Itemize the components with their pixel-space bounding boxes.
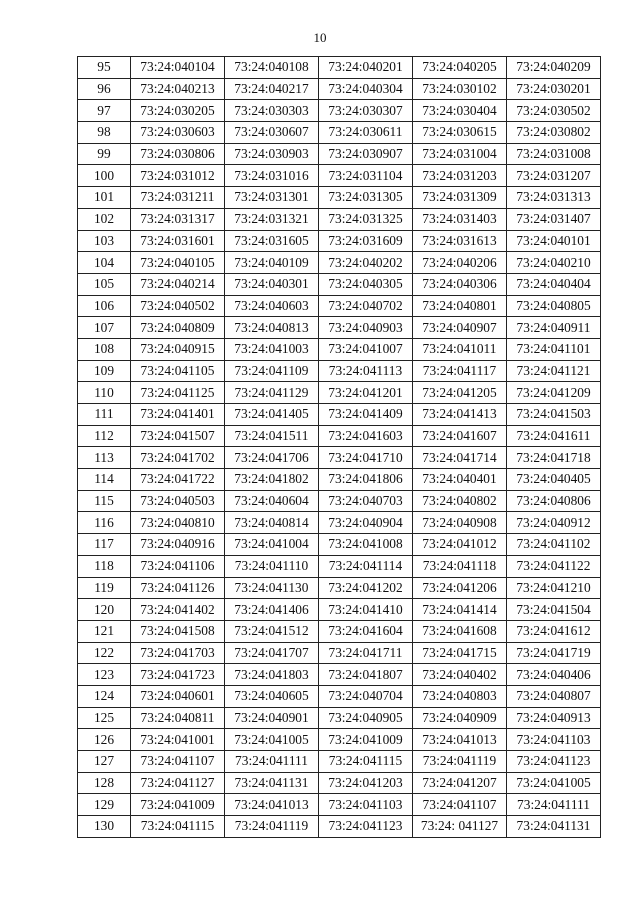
cadastral-code-cell: 73:24:031305 <box>319 187 413 209</box>
cadastral-code-cell: 73:24:040903 <box>319 317 413 339</box>
cadastral-code-cell: 73:24:031407 <box>507 208 601 230</box>
cadastral-code-cell: 73:24:041707 <box>225 642 319 664</box>
table-row <box>78 252 601 274</box>
cadastral-code-cell: 73:24:041714 <box>413 447 507 469</box>
cadastral-code-cell: 73:24:040603 <box>225 295 319 317</box>
cadastral-code-cell: 73:24:041013 <box>413 729 507 751</box>
cadastral-code-cell: 73:24:041405 <box>225 404 319 426</box>
cadastral-code-cell: 73:24:041803 <box>225 664 319 686</box>
cadastral-code-cell: 73:24:041101 <box>507 338 601 360</box>
cadastral-code-cell: 73:24:040702 <box>319 295 413 317</box>
cadastral-code-cell: 73:24:041131 <box>225 772 319 794</box>
cadastral-code-cell: 73:24:031203 <box>413 165 507 187</box>
cadastral-code-cell: 73:24:041603 <box>319 425 413 447</box>
cadastral-code-cell: 73:24:031207 <box>507 165 601 187</box>
cadastral-code-cell: 73:24:041013 <box>225 794 319 816</box>
cadastral-code-cell: 73:24:041118 <box>413 555 507 577</box>
cadastral-code-cell: 73:24:040601 <box>131 685 225 707</box>
cadastral-code-cell: 73:24:040202 <box>319 252 413 274</box>
row-number-cell: 110 <box>78 382 131 404</box>
cadastral-code-cell: 73:24:040605 <box>225 685 319 707</box>
table-row <box>78 685 601 707</box>
table-row <box>78 404 601 426</box>
row-number-cell: 123 <box>78 664 131 686</box>
row-number-cell: 115 <box>78 490 131 512</box>
cadastral-code-cell: 73:24:031609 <box>319 230 413 252</box>
cadastral-code-cell: 73:24:040802 <box>413 490 507 512</box>
cadastral-code-cell: 73:24:040901 <box>225 707 319 729</box>
row-number-cell: 107 <box>78 317 131 339</box>
cadastral-code-cell: 73:24:041706 <box>225 447 319 469</box>
cadastral-code-cell: 73:24:041402 <box>131 599 225 621</box>
cadastral-code-cell: 73:24:040206 <box>413 252 507 274</box>
cadastral-code-cell: 73:24:041611 <box>507 425 601 447</box>
row-number-cell: 119 <box>78 577 131 599</box>
row-number-cell: 120 <box>78 599 131 621</box>
cadastral-code-cell: 73:24:040406 <box>507 664 601 686</box>
cadastral-code-cell: 73:24:040915 <box>131 338 225 360</box>
cadastral-code-cell: 73:24:041703 <box>131 642 225 664</box>
row-number-cell: 127 <box>78 751 131 773</box>
row-number-cell: 125 <box>78 707 131 729</box>
cadastral-code-cell: 73:24:040806 <box>507 490 601 512</box>
cadastral-code-cell: 73:24:041123 <box>319 816 413 838</box>
cadastral-code-cell: 73:24:040810 <box>131 512 225 534</box>
cadastral-code-cell: 73:24:040908 <box>413 512 507 534</box>
cadastral-code-cell: 73:24:041103 <box>507 729 601 751</box>
row-number-cell: 102 <box>78 208 131 230</box>
cadastral-code-cell: 73:24:041511 <box>225 425 319 447</box>
cadastral-code-cell: 73:24:030205 <box>131 100 225 122</box>
cadastral-code-cell: 73:24:041206 <box>413 577 507 599</box>
cadastral-code-cell: 73:24:041119 <box>413 751 507 773</box>
cadastral-code-cell: 73:24:040909 <box>413 707 507 729</box>
cadastral-code-cell: 73:24:041115 <box>319 751 413 773</box>
cadastral-code-cell: 73:24:041103 <box>319 794 413 816</box>
row-number-cell: 108 <box>78 338 131 360</box>
cadastral-code-cell: 73:24:040905 <box>319 707 413 729</box>
table-row <box>78 78 601 100</box>
cadastral-code-cell: 73:24:031211 <box>131 187 225 209</box>
cadastral-code-cell: 73:24:040109 <box>225 252 319 274</box>
table-row <box>78 360 601 382</box>
cadastral-code-cell: 73:24:040402 <box>413 664 507 686</box>
cadastral-code-cell: 73:24:031403 <box>413 208 507 230</box>
cadastral-code-cell: 73:24:041718 <box>507 447 601 469</box>
cadastral-code-cell: 73:24:040907 <box>413 317 507 339</box>
cadastral-code-cell: 73:24:041512 <box>225 620 319 642</box>
cadastral-code-cell: 73:24:041414 <box>413 599 507 621</box>
cadastral-code-cell: 73:24:040108 <box>225 57 319 79</box>
cadastral-code-cell: 73:24:041005 <box>225 729 319 751</box>
cadastral-code-cell: 73:24:041131 <box>507 816 601 838</box>
table-row <box>78 469 601 491</box>
cadastral-code-cell: 73:24:031004 <box>413 143 507 165</box>
cadastral-code-cell: 73:24:030903 <box>225 143 319 165</box>
cadastral-code-cell: 73:24:041207 <box>413 772 507 794</box>
cadastral-code-cell: 73:24:041201 <box>319 382 413 404</box>
cadastral-code-cell: 73:24:041122 <box>507 555 601 577</box>
cadastral-code-cell: 73:24:040306 <box>413 273 507 295</box>
cadastral-code-cell: 73:24:040104 <box>131 57 225 79</box>
cadastral-code-cell: 73:24:041009 <box>131 794 225 816</box>
cadastral-code-cell: 73:24:041117 <box>413 360 507 382</box>
row-number-cell: 95 <box>78 57 131 79</box>
cadastral-code-cell: 73:24:030806 <box>131 143 225 165</box>
row-number-cell: 124 <box>78 685 131 707</box>
cadastral-code-cell: 73:24:041205 <box>413 382 507 404</box>
row-number-cell: 103 <box>78 230 131 252</box>
cadastral-code-cell: 73:24:031104 <box>319 165 413 187</box>
cadastral-code-cell: 73:24:031301 <box>225 187 319 209</box>
cadastral-code-cell: 73:24:041003 <box>225 338 319 360</box>
row-number-cell: 98 <box>78 122 131 144</box>
table-row <box>78 707 601 729</box>
cadastral-code-cell: 73:24:040911 <box>507 317 601 339</box>
cadastral-code-cell: 73:24:041105 <box>131 360 225 382</box>
cadastral-code-cell: 73:24:041210 <box>507 577 601 599</box>
cadastral-code-cell: 73:24:031012 <box>131 165 225 187</box>
cadastral-code-cell: 73:24:041806 <box>319 469 413 491</box>
cadastral-code-cell: 73:24:030404 <box>413 100 507 122</box>
cadastral-code-cell: 73:24:041114 <box>319 555 413 577</box>
cadastral-code-cell: 73:24:041115 <box>131 816 225 838</box>
cadastral-code-cell: 73:24:040801 <box>413 295 507 317</box>
cadastral-code-cell: 73:24:030102 <box>413 78 507 100</box>
cadastral-code-cell: 73:24:031309 <box>413 187 507 209</box>
cadastral-code-cell: 73:24:041409 <box>319 404 413 426</box>
row-number-cell: 118 <box>78 555 131 577</box>
cadastral-code-cell: 73:24:040703 <box>319 490 413 512</box>
cadastral-code-cell: 73:24:040101 <box>507 230 601 252</box>
table-row <box>78 338 601 360</box>
cadastral-code-cell: 73:24:030307 <box>319 100 413 122</box>
table-row <box>78 512 601 534</box>
table-row <box>78 165 601 187</box>
cadastral-code-cell: 73:24:041130 <box>225 577 319 599</box>
cadastral-code-cell: 73:24:041410 <box>319 599 413 621</box>
table-row <box>78 447 601 469</box>
cadastral-code-cell: 73:24:040304 <box>319 78 413 100</box>
cadastral-code-cell: 73:24:040916 <box>131 534 225 556</box>
cadastral-code-cell: 73:24:040205 <box>413 57 507 79</box>
row-number-cell: 100 <box>78 165 131 187</box>
cadastral-code-cell: 73:24:041702 <box>131 447 225 469</box>
cadastral-code-cell: 73:24:041110 <box>225 555 319 577</box>
cadastral-code-cell: 73:24:041111 <box>225 751 319 773</box>
cadastral-code-cell: 73:24:041807 <box>319 664 413 686</box>
cadastral-code-cell: 73:24:031016 <box>225 165 319 187</box>
row-number-cell: 126 <box>78 729 131 751</box>
cadastral-code-cell: 73:24:040405 <box>507 469 601 491</box>
cadastral-code-cell: 73:24:031321 <box>225 208 319 230</box>
cadastral-code-cell: 73:24:041722 <box>131 469 225 491</box>
table-row <box>78 816 601 838</box>
table-row <box>78 555 601 577</box>
cadastral-code-cell: 73:24:040213 <box>131 78 225 100</box>
cadastral-code-cell: 73:24:040913 <box>507 707 601 729</box>
cadastral-code-cell: 73:24:041005 <box>507 772 601 794</box>
cadastral-code-cell: 73:24:041413 <box>413 404 507 426</box>
cadastral-code-cell: 73:24:041011 <box>413 338 507 360</box>
table-row <box>78 577 601 599</box>
cadastral-code-cell: 73:24:040912 <box>507 512 601 534</box>
cadastral-code-cell: 73:24:041106 <box>131 555 225 577</box>
row-number-cell: 104 <box>78 252 131 274</box>
cadastral-code-cell: 73:24:041107 <box>413 794 507 816</box>
cadastral-code-cell: 73:24:041209 <box>507 382 601 404</box>
cadastral-code-cell: 73:24:040404 <box>507 273 601 295</box>
cadastral-code-cell: 73:24:030603 <box>131 122 225 144</box>
cadastral-code-cell: 73:24:040301 <box>225 273 319 295</box>
row-number-cell: 106 <box>78 295 131 317</box>
cadastral-code-cell: 73:24:031313 <box>507 187 601 209</box>
row-number-cell: 116 <box>78 512 131 534</box>
cadastral-code-cell: 73:24:041612 <box>507 620 601 642</box>
cadastral-code-cell: 73:24:041203 <box>319 772 413 794</box>
cadastral-code-cell: 73:24:041004 <box>225 534 319 556</box>
page-number: 10 <box>313 30 327 45</box>
cadastral-code-cell: 73:24:040904 <box>319 512 413 534</box>
cadastral-code-cell: 73:24:041001 <box>131 729 225 751</box>
cadastral-code-cell: 73:24:041125 <box>131 382 225 404</box>
row-number-cell: 117 <box>78 534 131 556</box>
table-row <box>78 122 601 144</box>
table-row <box>78 642 601 664</box>
row-number-cell: 113 <box>78 447 131 469</box>
cadastral-code-cell: 73:24:041504 <box>507 599 601 621</box>
cadastral-code-cell: 73:24:041723 <box>131 664 225 686</box>
cadastral-code-cell: 73:24: 041127 <box>413 816 507 838</box>
cadastral-code-cell: 73:24:030615 <box>413 122 507 144</box>
cadastral-code-cell: 73:24:030502 <box>507 100 601 122</box>
table-row <box>78 729 601 751</box>
table-row <box>78 382 601 404</box>
row-number-cell: 105 <box>78 273 131 295</box>
cadastral-code-cell: 73:24:041012 <box>413 534 507 556</box>
cadastral-code-cell: 73:24:041113 <box>319 360 413 382</box>
row-number-cell: 101 <box>78 187 131 209</box>
row-number-cell: 97 <box>78 100 131 122</box>
cadastral-code-cell: 73:24:041802 <box>225 469 319 491</box>
table-row <box>78 534 601 556</box>
table-body <box>78 57 601 838</box>
cadastral-code-cell: 73:24:040502 <box>131 295 225 317</box>
cadastral-code-cell: 73:24:041111 <box>507 794 601 816</box>
table-row <box>78 57 601 79</box>
table-row <box>78 317 601 339</box>
table-row <box>78 664 601 686</box>
cadastral-code-cell: 73:24:041604 <box>319 620 413 642</box>
row-number-cell: 99 <box>78 143 131 165</box>
row-number-cell: 96 <box>78 78 131 100</box>
cadastral-code-cell: 73:24:040803 <box>413 685 507 707</box>
cadastral-code-cell: 73:24:040201 <box>319 57 413 79</box>
cadastral-code-cell: 73:24:040105 <box>131 252 225 274</box>
cadastral-code-cell: 73:24:030607 <box>225 122 319 144</box>
table-row <box>78 100 601 122</box>
table-row <box>78 230 601 252</box>
row-number-cell: 122 <box>78 642 131 664</box>
cadastral-code-cell: 73:24:041401 <box>131 404 225 426</box>
table-row <box>78 273 601 295</box>
cadastral-code-cell: 73:24:041503 <box>507 404 601 426</box>
cadastral-code-cell: 73:24:040209 <box>507 57 601 79</box>
row-number-cell: 121 <box>78 620 131 642</box>
cadastral-code-cell: 73:24:041119 <box>225 816 319 838</box>
cadastral-code-cell: 73:24:041008 <box>319 534 413 556</box>
cadastral-code-cell: 73:24:040814 <box>225 512 319 534</box>
cadastral-code-cell: 73:24:031613 <box>413 230 507 252</box>
row-number-cell: 114 <box>78 469 131 491</box>
cadastral-code-cell: 73:24:041121 <box>507 360 601 382</box>
cadastral-code-cell: 73:24:040809 <box>131 317 225 339</box>
cadastral-code-cell: 73:24:031008 <box>507 143 601 165</box>
table-row <box>78 187 601 209</box>
cadastral-code-cell: 73:24:040805 <box>507 295 601 317</box>
cadastral-code-cell: 73:24:041719 <box>507 642 601 664</box>
cadastral-code-cell: 73:24:030303 <box>225 100 319 122</box>
cadastral-code-cell: 73:24:040807 <box>507 685 601 707</box>
row-number-cell: 128 <box>78 772 131 794</box>
cadastral-code-cell: 73:24:041608 <box>413 620 507 642</box>
cadastral-code-cell: 73:24:040401 <box>413 469 507 491</box>
cadastral-code-cell: 73:24:041607 <box>413 425 507 447</box>
cadastral-code-cell: 73:24:031325 <box>319 208 413 230</box>
cadastral-code-cell: 73:24:040503 <box>131 490 225 512</box>
cadastral-code-cell: 73:24:040217 <box>225 78 319 100</box>
cadastral-code-cell: 73:24:041126 <box>131 577 225 599</box>
cadastral-code-cell: 73:24:041508 <box>131 620 225 642</box>
table-row <box>78 751 601 773</box>
cadastral-code-cell: 73:24:041711 <box>319 642 413 664</box>
cadastral-code-cell: 73:24:031601 <box>131 230 225 252</box>
cadastral-code-cell: 73:24:040214 <box>131 273 225 295</box>
table-row <box>78 599 601 621</box>
cadastral-code-cell: 73:24:041127 <box>131 772 225 794</box>
cadastral-code-cell: 73:24:041123 <box>507 751 601 773</box>
cadastral-code-cell: 73:24:030907 <box>319 143 413 165</box>
cadastral-code-cell: 73:24:040811 <box>131 707 225 729</box>
cadastral-code-cell: 73:24:041406 <box>225 599 319 621</box>
cadastral-code-cell: 73:24:040210 <box>507 252 601 274</box>
cadastral-code-cell: 73:24:030802 <box>507 122 601 144</box>
cadastral-code-cell: 73:24:030611 <box>319 122 413 144</box>
table-row <box>78 295 601 317</box>
row-number-cell: 111 <box>78 404 131 426</box>
cadastral-code-cell: 73:24:041007 <box>319 338 413 360</box>
cadastral-code-cell: 73:24:040704 <box>319 685 413 707</box>
cadastral-code-cell: 73:24:041715 <box>413 642 507 664</box>
table-row <box>78 143 601 165</box>
cadastral-code-cell: 73:24:041710 <box>319 447 413 469</box>
cadastral-code-cell: 73:24:040305 <box>319 273 413 295</box>
cadastral-code-cell: 73:24:031317 <box>131 208 225 230</box>
cadastral-code-cell: 73:24:041507 <box>131 425 225 447</box>
table-row <box>78 772 601 794</box>
cadastral-codes-table <box>77 56 601 838</box>
table-row <box>78 208 601 230</box>
cadastral-code-cell: 73:24:041202 <box>319 577 413 599</box>
cadastral-code-cell: 73:24:040604 <box>225 490 319 512</box>
cadastral-code-cell: 73:24:041129 <box>225 382 319 404</box>
table-row <box>78 620 601 642</box>
cadastral-code-cell: 73:24:041109 <box>225 360 319 382</box>
cadastral-code-cell: 73:24:041102 <box>507 534 601 556</box>
cadastral-code-cell: 73:24:030201 <box>507 78 601 100</box>
cadastral-code-cell: 73:24:040813 <box>225 317 319 339</box>
row-number-cell: 129 <box>78 794 131 816</box>
cadastral-code-cell: 73:24:041009 <box>319 729 413 751</box>
table-row <box>78 794 601 816</box>
row-number-cell: 109 <box>78 360 131 382</box>
cadastral-code-cell: 73:24:031605 <box>225 230 319 252</box>
row-number-cell: 130 <box>78 816 131 838</box>
table-row <box>78 490 601 512</box>
cadastral-code-cell: 73:24:041107 <box>131 751 225 773</box>
table-row <box>78 425 601 447</box>
row-number-cell: 112 <box>78 425 131 447</box>
